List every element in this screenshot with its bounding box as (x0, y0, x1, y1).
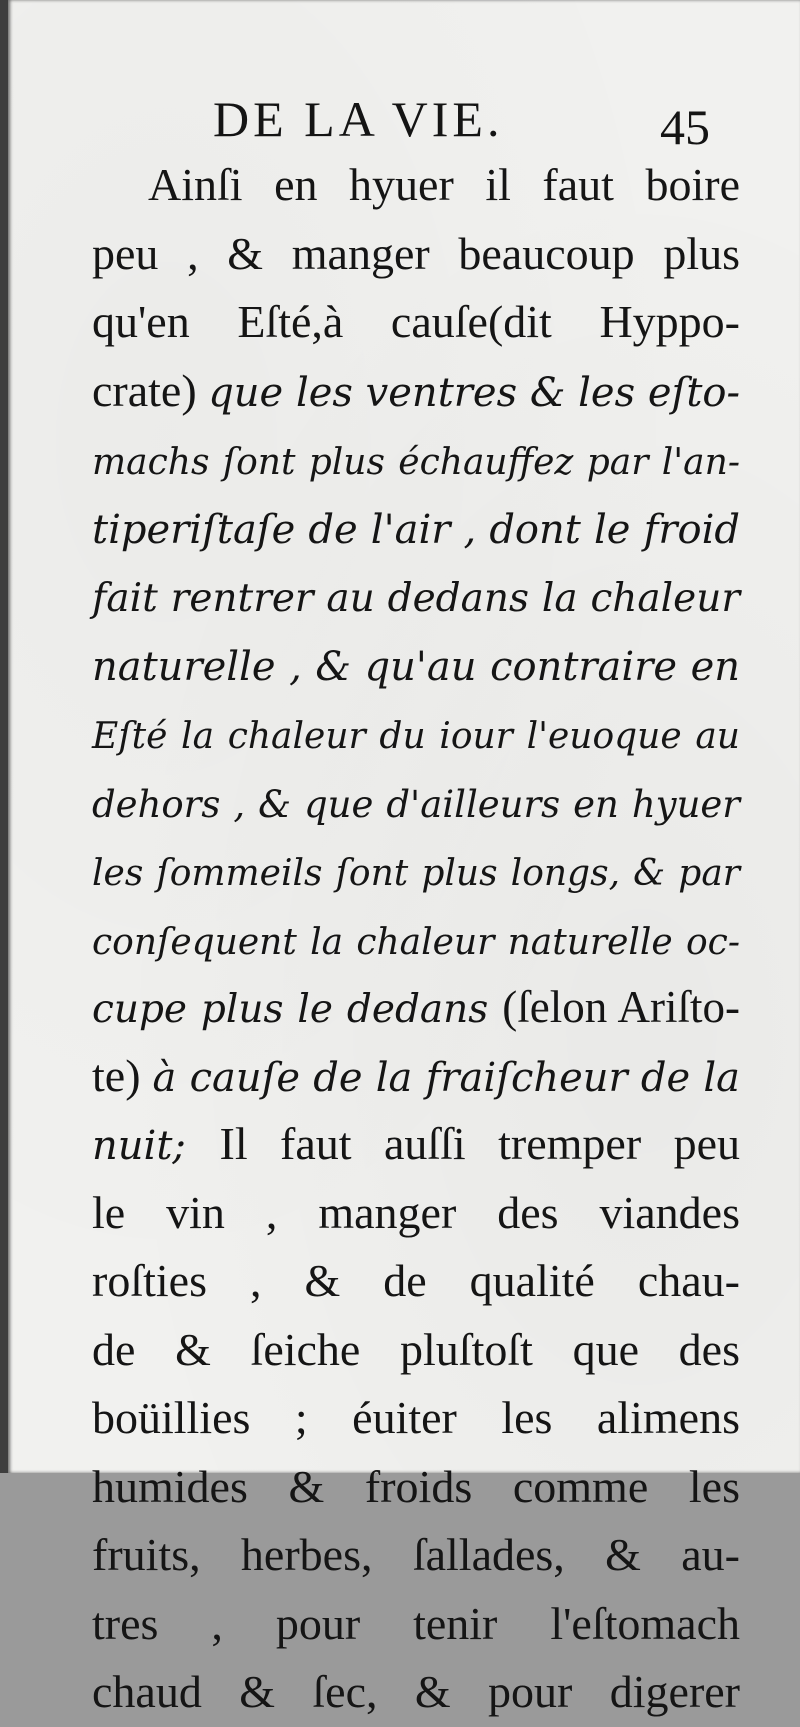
text-line (92, 1520, 740, 1589)
italic-text-segment: nuit; (92, 1123, 220, 1169)
roman-text-segment: le vin , manger des viandes (92, 1186, 740, 1238)
text-line (92, 1589, 740, 1658)
text-line (92, 1452, 740, 1521)
text-line (92, 287, 740, 356)
book-page (8, 0, 800, 1717)
running-head: DE LA VIE. (213, 91, 504, 147)
text-line (92, 1315, 740, 1384)
page-number: 45 (660, 99, 710, 155)
text-line (92, 630, 740, 699)
italic-text-segment: tiperiſtaſe de l'air , dont le froid (92, 506, 740, 553)
italic-text-segment: fait rentrer au dedans la chaleur (92, 576, 740, 621)
italic-text-segment: naturelle , & qu'au contraire en (92, 643, 740, 690)
roman-text-segment: chaud & ſec, & pour digerer (92, 1666, 740, 1717)
roman-text-segment: roſties , & de qualité chau- (92, 1255, 740, 1306)
roman-text-segment: te) (92, 1049, 153, 1101)
roman-text-segment: de & ſeiche pluſtoſt que des (92, 1323, 740, 1375)
italic-text-segment: dehors , & que d'ailleurs en hyuer (92, 782, 740, 826)
roman-text-segment: qu'en Eſté,à cauſe(dit Hyppo- (92, 296, 740, 347)
text-line (92, 493, 740, 562)
italic-text-segment: les ſommeils ſont plus longs, & par (92, 853, 740, 894)
roman-text-segment: peu , & manger beaucoup plus (92, 227, 740, 279)
italic-text-segment: à cauſe de la fraiſcheur de la (152, 1054, 740, 1101)
text-line (92, 1246, 740, 1315)
text-line (92, 219, 740, 288)
roman-text-segment: fruits, herbes, ſallades, & au- (92, 1529, 740, 1580)
text-line (92, 835, 740, 904)
text-line (92, 698, 740, 767)
text-line (92, 1041, 740, 1110)
text-line (92, 1657, 740, 1726)
roman-text-segment: humides & froids comme les (92, 1460, 740, 1512)
roman-text-segment: Ainſi en hyuer il faut boire (148, 159, 740, 210)
page-gutter-edge (0, 0, 8, 1473)
italic-text-segment: conſequent la chaleur naturelle oc- (92, 921, 740, 963)
roman-text-segment: (ſelon Ariſto- (502, 982, 740, 1032)
text-line (92, 150, 740, 219)
text-line (92, 1109, 740, 1178)
text-line (92, 561, 740, 630)
roman-text-segment: boüillies ; éuiter les alimens (92, 1392, 740, 1443)
roman-text-segment: tres , pour tenir l'eſtomach (92, 1597, 740, 1649)
text-line (92, 424, 740, 493)
page-header (8, 90, 800, 154)
italic-text-segment: machs ſont plus échauffez par l'an- (92, 442, 740, 483)
roman-text-segment: crate) (92, 364, 209, 416)
body-text (92, 150, 740, 1726)
text-line (92, 767, 740, 836)
text-line (92, 904, 740, 973)
italic-text-segment: que les ventres & les eſto- (208, 369, 741, 416)
roman-text-segment: Il faut auſſi tremper peu (219, 1118, 740, 1169)
text-line (92, 972, 740, 1041)
italic-text-segment: cupe plus le dedans (92, 987, 503, 1032)
text-line (92, 1178, 740, 1247)
italic-text-segment: Eſté la chaleur du iour l'euoque au (92, 716, 740, 757)
text-line (92, 1383, 740, 1452)
text-line (92, 356, 740, 425)
